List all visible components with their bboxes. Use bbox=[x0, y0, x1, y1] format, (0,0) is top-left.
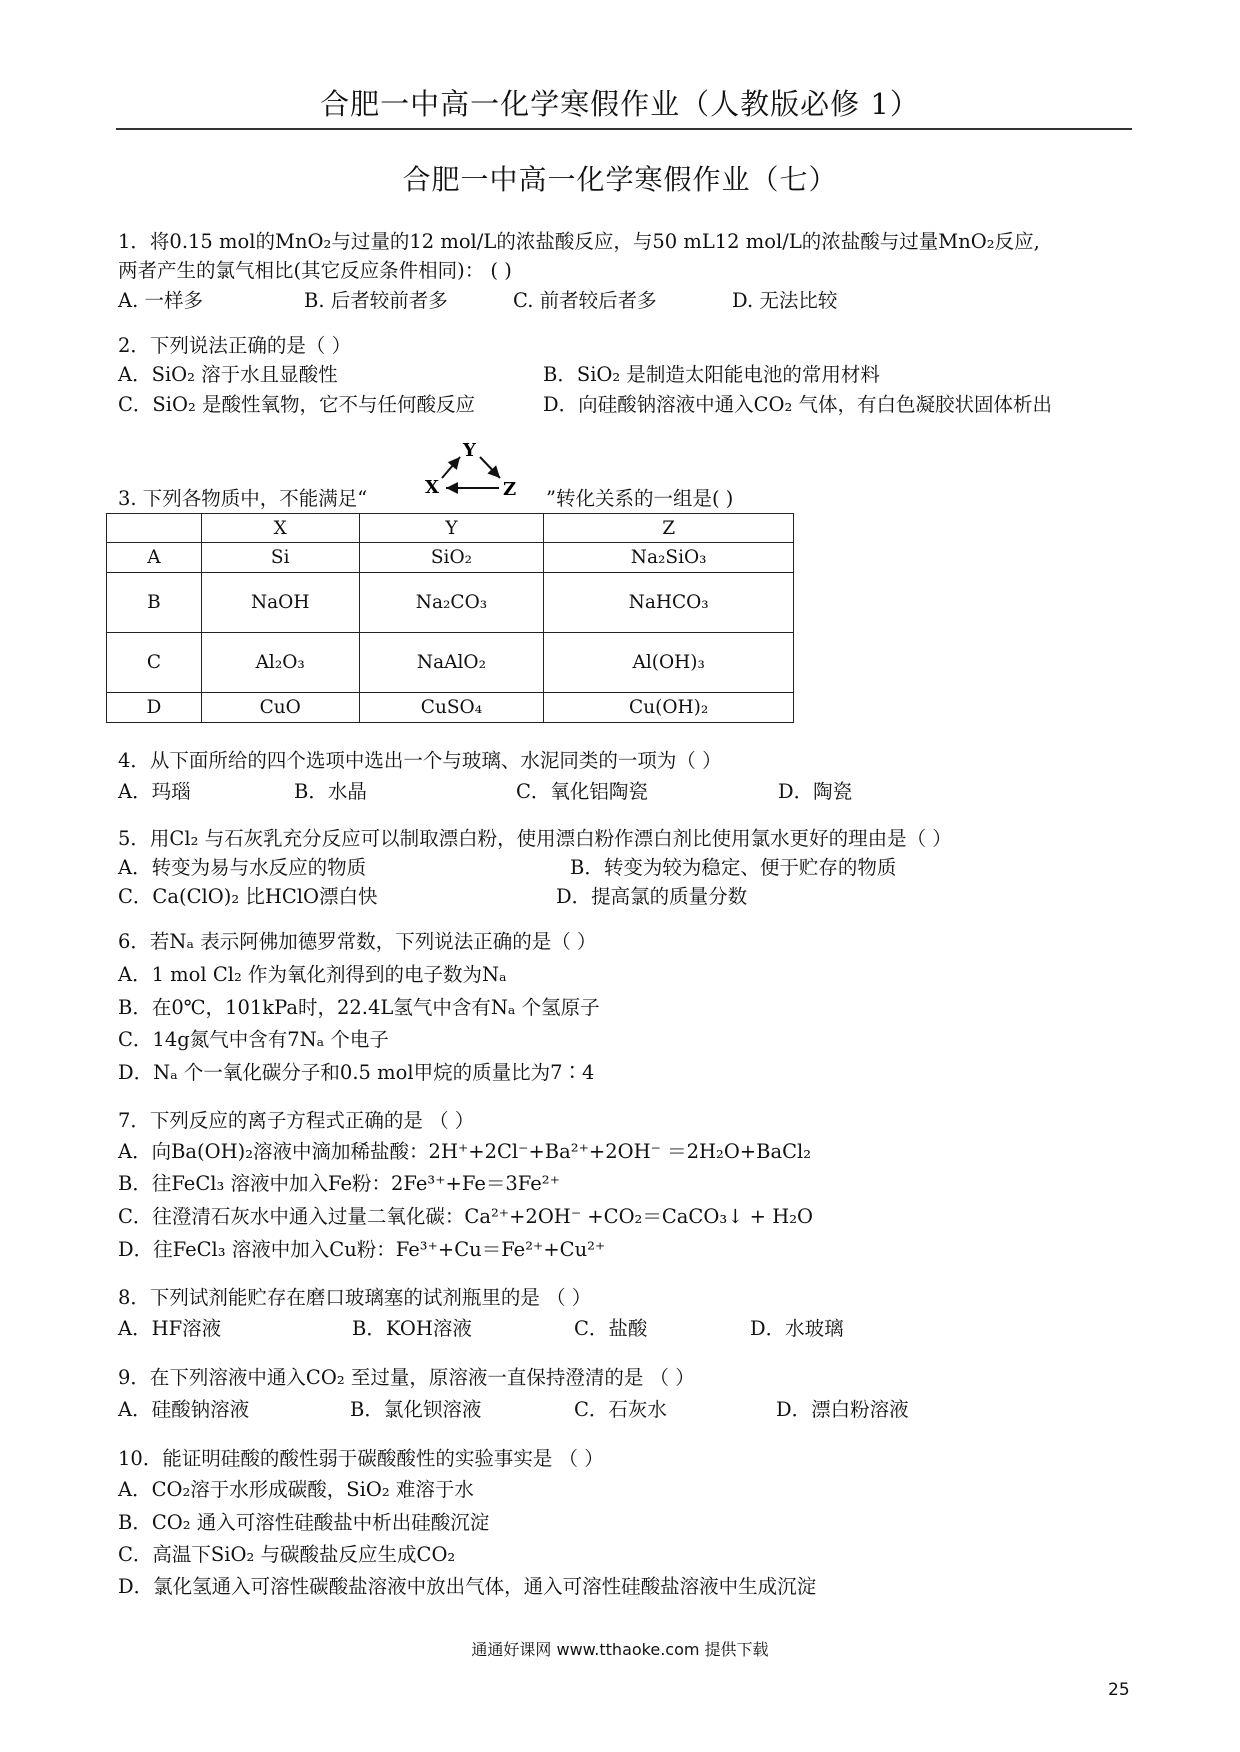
q7-option-d: D．往FeCl₃ 溶液中加入Cu粉：Fe³⁺+Cu＝Fe²⁺+Cu²⁺ bbox=[118, 1238, 606, 1261]
xyz-conversion-diagram bbox=[410, 440, 530, 502]
page-number: 25 bbox=[1108, 1680, 1130, 1700]
arrow-x-to-y bbox=[442, 457, 460, 478]
q4-option-d: D．陶瓷 bbox=[778, 780, 853, 803]
q1-stem-line2: 两者产生的氯气相比(其它反应条件相同)： ( ) bbox=[118, 259, 512, 282]
diagram-label-z: Z bbox=[503, 479, 517, 500]
diagram-label-x: X bbox=[425, 477, 439, 498]
q9-stem: 9．在下列溶液中通入CO₂ 至过量，原溶液一直保持澄清的是 （ ） bbox=[118, 1366, 695, 1389]
q1-option-a: A. 一样多 bbox=[118, 289, 203, 312]
table-cell: C bbox=[107, 633, 202, 693]
q10-option-d: D．氯化氢通入可溶性碳酸盐溶液中放出气体，通入可溶性硅酸盐溶液中生成沉淀 bbox=[118, 1575, 817, 1598]
q8-option-c: C．盐酸 bbox=[574, 1317, 648, 1340]
table-cell: CuSO₄ bbox=[359, 693, 544, 723]
q8-option-b: B．KOH溶液 bbox=[352, 1317, 472, 1340]
table-header-row bbox=[107, 514, 794, 543]
footer-download-note: 通通好课网 www.tthaoke.com 提供下载 bbox=[471, 1640, 769, 1659]
table-header-cell bbox=[107, 514, 202, 543]
q6-option-c: C．14g氮气中含有7Nₐ 个电子 bbox=[118, 1028, 389, 1051]
q3-stem bbox=[118, 486, 1118, 512]
q3-stem-before: 3. 下列各物质中，不能满足“ bbox=[118, 487, 368, 510]
table-cell: Cu(OH)₂ bbox=[544, 693, 794, 723]
table-header-cell: X bbox=[201, 514, 359, 543]
table-cell: Na₂SiO₃ bbox=[544, 543, 794, 573]
q6-option-a: A．1 mol Cl₂ 作为氧化剂得到的电子数为Nₐ bbox=[118, 963, 507, 986]
q5-option-b: B．转变为较为稳定、便于贮存的物质 bbox=[570, 856, 897, 879]
q5-option-d: D．提高氯的质量分数 bbox=[556, 885, 748, 908]
q4-stem: 4．从下面所给的四个选项中选出一个与玻璃、水泥同类的一项为（ ） bbox=[118, 749, 722, 772]
table-cell: NaAlO₂ bbox=[359, 633, 544, 693]
q5-stem: 5．用Cl₂ 与石灰乳充分反应可以制取漂白粉，使用漂白粉作漂白剂比使用氯水更好的理由是（ ） bbox=[118, 827, 952, 850]
table-row bbox=[107, 633, 794, 693]
q9-option-a: A．硅酸钠溶液 bbox=[118, 1398, 250, 1421]
table-cell: CuO bbox=[201, 693, 359, 723]
q10-option-a: A．CO₂溶于水形成碳酸，SiO₂ 难溶于水 bbox=[118, 1478, 474, 1501]
q1-option-b: B. 后者较前者多 bbox=[304, 289, 448, 312]
arrow-y-to-z bbox=[480, 457, 500, 478]
q9-option-b: B．氯化钡溶液 bbox=[350, 1398, 482, 1421]
q9-option-c: C．石灰水 bbox=[574, 1398, 667, 1421]
q5-options-row1 bbox=[118, 855, 1118, 881]
table-header-cell: Y bbox=[359, 514, 544, 543]
q10-option-c: C．高温下SiO₂ 与碳酸盐反应生成CO₂ bbox=[118, 1543, 456, 1566]
q8-option-a: A．HF溶液 bbox=[118, 1317, 222, 1340]
q2-option-d: D．向硅酸钠溶液中通入CO₂ 气体，有白色凝胶状固体析出 bbox=[543, 393, 1053, 416]
q8-option-d: D．水玻璃 bbox=[750, 1317, 844, 1340]
table-cell: NaHCO₃ bbox=[544, 573, 794, 633]
table-cell: NaOH bbox=[201, 573, 359, 633]
table-row bbox=[107, 693, 794, 723]
q7-option-c: C．往澄清石灰水中通入过量二氧化碳：Ca²⁺+2OH⁻ +CO₂＝CaCO₃↓ + H₂O bbox=[118, 1205, 814, 1228]
table-cell: Si bbox=[201, 543, 359, 573]
q4-option-b: B．水晶 bbox=[294, 780, 367, 803]
table-row bbox=[107, 573, 794, 633]
q2-option-c: C．SiO₂ 是酸性氧物，它不与任何酸反应 bbox=[118, 393, 476, 416]
sheet-title: 合肥一中高一化学寒假作业（七） bbox=[402, 163, 838, 196]
q5-option-c: C．Ca(ClO)₂ 比HClO漂白快 bbox=[118, 885, 378, 908]
q1-options bbox=[118, 288, 1118, 314]
q2-option-a: A．SiO₂ 溶于水且显酸性 bbox=[118, 363, 338, 386]
header-divider bbox=[116, 128, 1132, 130]
q1-option-d: D. 无法比较 bbox=[732, 289, 838, 312]
table-cell: Na₂CO₃ bbox=[359, 573, 544, 633]
q1-option-c: C. 前者较后者多 bbox=[513, 289, 657, 312]
q8-options bbox=[118, 1316, 1118, 1342]
q3-table bbox=[106, 513, 794, 723]
table-row bbox=[107, 543, 794, 573]
q6-option-d: D．Nₐ 个一氧化碳分子和0.5 mol甲烷的质量比为7∶4 bbox=[118, 1061, 595, 1084]
q7-stem: 7．下列反应的离子方程式正确的是 （ ） bbox=[118, 1109, 475, 1132]
header-title: 合肥一中高一化学寒假作业（人教版必修 1） bbox=[320, 87, 920, 121]
q4-option-a: A．玛瑙 bbox=[118, 780, 191, 803]
q6-stem: 6．若Nₐ 表示阿佛加德罗常数，下列说法正确的是（ ） bbox=[118, 930, 597, 953]
table-cell: B bbox=[107, 573, 202, 633]
q10-stem: 10．能证明硅酸的酸性弱于碳酸酸性的实验事实是 （ ） bbox=[118, 1447, 604, 1470]
q9-options bbox=[118, 1397, 1118, 1423]
table-cell: A bbox=[107, 543, 202, 573]
diagram-label-y: Y bbox=[463, 440, 476, 461]
table-header-cell: Z bbox=[544, 514, 794, 543]
table-cell: Al₂O₃ bbox=[201, 633, 359, 693]
q3-stem-after: ”转化关系的一组是( ) bbox=[546, 487, 734, 510]
q2-option-b: B．SiO₂ 是制造太阳能电池的常用材料 bbox=[543, 363, 880, 386]
q2-stem: 2．下列说法正确的是（ ） bbox=[118, 334, 352, 357]
q9-option-d: D．漂白粉溶液 bbox=[776, 1398, 909, 1421]
q8-stem: 8．下列试剂能贮存在磨口玻璃塞的试剂瓶里的是 （ ） bbox=[118, 1286, 592, 1309]
table-cell: SiO₂ bbox=[359, 543, 544, 573]
table-cell: D bbox=[107, 693, 202, 723]
q4-option-c: C．氧化铝陶瓷 bbox=[516, 780, 648, 803]
q5-option-a: A．转变为易与水反应的物质 bbox=[118, 856, 367, 879]
q10-option-b: B．CO₂ 通入可溶性硅酸盐中析出硅酸沉淀 bbox=[118, 1511, 490, 1534]
q5-options-row2 bbox=[118, 884, 1118, 910]
q7-option-b: B．往FeCl₃ 溶液中加入Fe粉：2Fe³⁺+Fe＝3Fe²⁺ bbox=[118, 1172, 560, 1195]
table-cell: Al(OH)₃ bbox=[544, 633, 794, 693]
q1-stem-line1: 1．将0.15 mol的MnO₂与过量的12 mol/L的浓盐酸反应，与50 mL12 mol/L的浓盐酸与过量MnO₂反应, bbox=[118, 230, 1040, 253]
q4-options bbox=[118, 779, 1118, 805]
q6-option-b: B．在0℃，101kPa时，22.4L氢气中含有Nₐ 个氢原子 bbox=[118, 996, 600, 1019]
q2-options-row2 bbox=[118, 392, 1118, 418]
q2-options-row1 bbox=[118, 362, 1118, 388]
q7-option-a: A．向Ba(OH)₂溶液中滴加稀盐酸：2H⁺+2Cl⁻+Ba²⁺+2OH⁻ ＝2H₂O+BaCl₂ bbox=[118, 1140, 812, 1163]
